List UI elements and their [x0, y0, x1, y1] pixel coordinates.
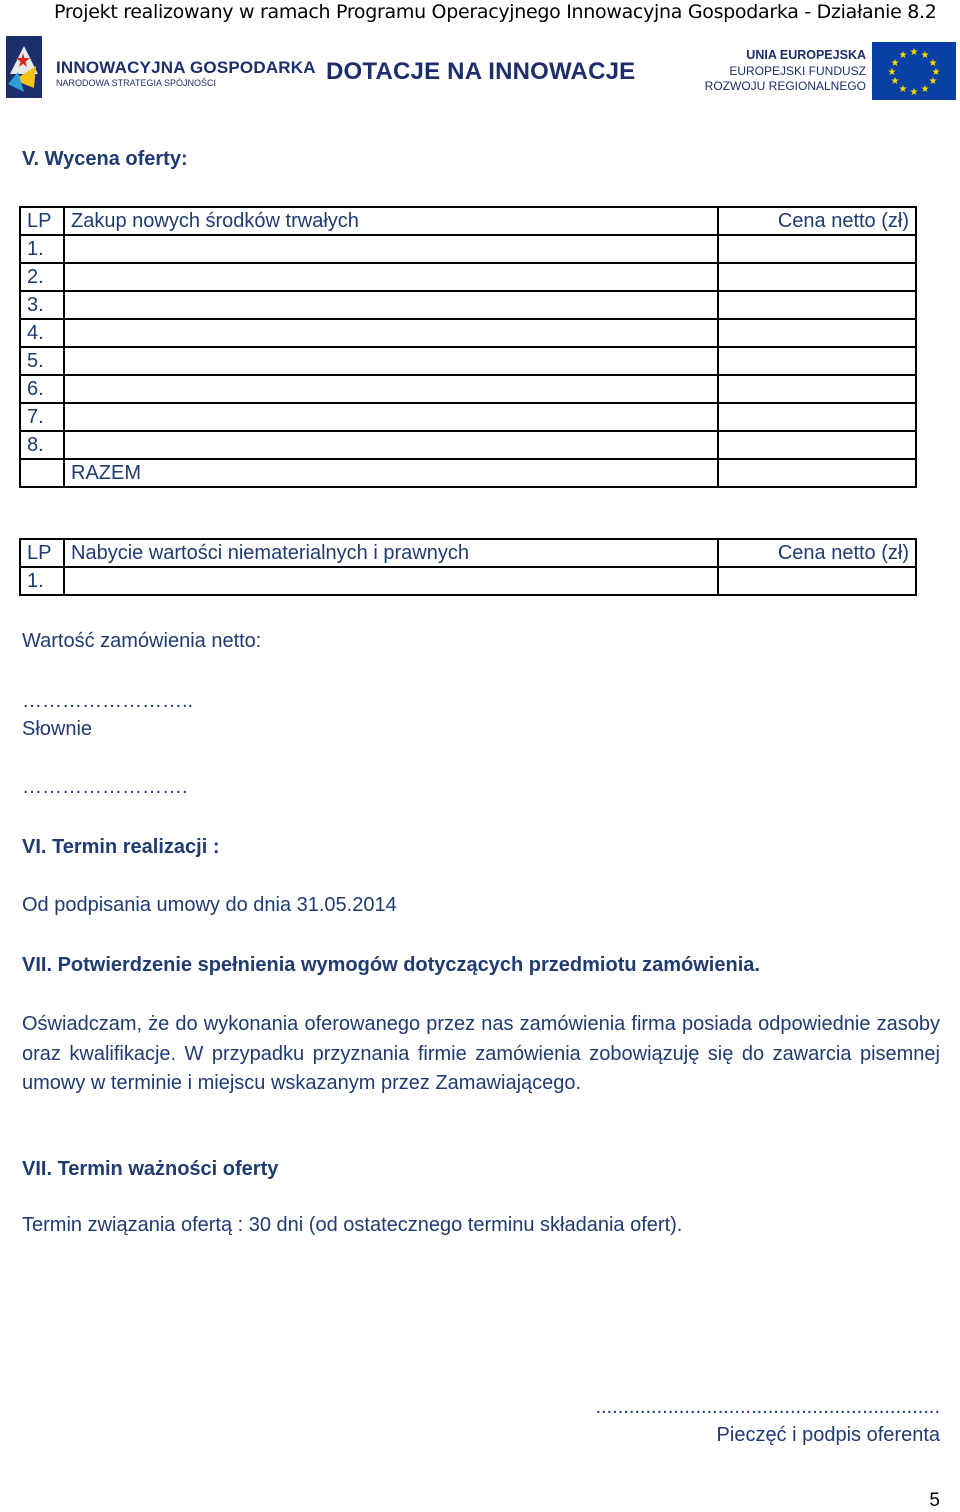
page-header [0, 30, 960, 102]
svg-text:★: ★ [920, 84, 930, 95]
table-row [20, 403, 916, 431]
row-number: 6. [20, 375, 64, 403]
price-cell[interactable] [718, 319, 916, 347]
section-vi-heading: VI. Termin realizacji : [22, 836, 220, 858]
svg-text:★: ★ [898, 84, 908, 95]
svg-text:★: ★ [928, 76, 938, 87]
ig-logo-subtitle: NARODOWA STRATEGIA SPÓJNOŚCI [56, 78, 217, 88]
total-label: RAZEM [64, 459, 718, 487]
table-row [20, 375, 916, 403]
row-number: 2. [20, 263, 64, 291]
validity-text: Termin związania ofertą : 30 dni (od ostatecznego terminu składania ofert). [22, 1214, 683, 1236]
page-number: 5 [929, 1490, 940, 1511]
svg-text:★: ★ [920, 50, 930, 61]
declaration-paragraph: Oświadczam, że do wykonania oferowanego przez nas zamówienia firma posiada odpowiednie zasoby oraz kwalifikacje. W przypadku przyznania firmie zamówienia zobowiązuję się do zawarcia pisemnej umowy w terminie i miejscu wskazanym przez Zamawiającego. [22, 1013, 940, 1094]
name-cell[interactable] [64, 319, 718, 347]
col-lp: LP [20, 539, 64, 567]
table-header-row [20, 207, 916, 235]
table-row [20, 291, 916, 319]
intangible-assets-table [19, 538, 917, 596]
signature-label: Pieczęć i podpis oferenta [716, 1424, 940, 1446]
col-lp: LP [20, 207, 64, 235]
svg-text:★: ★ [890, 58, 900, 69]
section-vii-validity-heading: VII. Termin ważności oferty [22, 1158, 279, 1180]
name-cell[interactable] [64, 431, 718, 459]
ig-logo-title: INNOWACYJNA GOSPODARKA [56, 58, 316, 77]
table-row [20, 263, 916, 291]
table-row [20, 347, 916, 375]
name-cell[interactable] [64, 403, 718, 431]
section-vii-heading: VII. Potwierdzenie spełnienia wymogów dotyczących przedmiotu zamówienia. [22, 954, 760, 976]
project-topline: Projekt realizowany w ramach Programu Operacyjnego Innowacyjna Gospodarka - Działanie 8.2 [54, 1, 937, 23]
price-cell[interactable] [718, 403, 916, 431]
price-cell[interactable] [718, 291, 916, 319]
innowacyjna-gospodarka-logo [6, 36, 316, 96]
price-cell[interactable] [718, 347, 916, 375]
svg-text:★: ★ [890, 76, 900, 87]
price-cell[interactable] [718, 375, 916, 403]
svg-text:★: ★ [909, 47, 919, 58]
words-label: Słownie [22, 718, 93, 740]
row-number: 1. [20, 567, 64, 595]
row-number: 4. [20, 319, 64, 347]
row-number: 8. [20, 431, 64, 459]
fixed-assets-table [19, 206, 917, 488]
ig-star-icon [6, 36, 50, 98]
name-cell[interactable] [64, 263, 718, 291]
program-title: DOTACJE NA INNOWACJE [326, 58, 636, 85]
table-row [20, 431, 916, 459]
total-row [20, 459, 916, 487]
svg-text:★: ★ [898, 50, 908, 61]
table-header-row [20, 539, 916, 567]
eu-logo [704, 42, 958, 100]
eu-logo-line3: ROZWOJU REGIONALNEGO [704, 79, 866, 93]
table-row [20, 319, 916, 347]
words-dots[interactable]: ……………………. [22, 776, 188, 798]
price-cell[interactable] [718, 567, 916, 595]
net-value-label: Wartość zamówienia netto: [22, 630, 262, 652]
col-name: Zakup nowych środków trwałych [64, 207, 718, 235]
svg-text:★: ★ [909, 87, 919, 98]
row-number: 5. [20, 347, 64, 375]
price-cell[interactable] [718, 431, 916, 459]
svg-text:★: ★ [887, 67, 897, 78]
name-cell[interactable] [64, 375, 718, 403]
svg-text:★: ★ [928, 58, 938, 69]
name-cell[interactable] [64, 567, 718, 595]
signature-line[interactable]: .............................................................. [595, 1396, 940, 1418]
name-cell[interactable] [64, 347, 718, 375]
total-price-cell[interactable] [718, 459, 916, 487]
svg-text:★: ★ [931, 67, 941, 78]
net-value-dots[interactable]: …………………….. [22, 690, 194, 712]
col-price: Cena netto (zł) [718, 539, 916, 567]
row-number: 3. [20, 291, 64, 319]
name-cell[interactable] [64, 291, 718, 319]
deadline-text: Od podpisania umowy do dnia 31.05.2014 [22, 894, 397, 916]
table-row [20, 235, 916, 263]
eu-logo-line2: EUROPEJSKI FUNDUSZ [729, 64, 866, 78]
row-number: 7. [20, 403, 64, 431]
row-number: 1. [20, 235, 64, 263]
table-row [20, 567, 916, 595]
price-cell[interactable] [718, 235, 916, 263]
col-name: Nabycie wartości niematerialnych i prawnych [64, 539, 718, 567]
col-price: Cena netto (zł) [718, 207, 916, 235]
name-cell[interactable] [64, 235, 718, 263]
eu-flag-icon [872, 42, 956, 100]
eu-logo-line1: UNIA EUROPEJSKA [746, 48, 866, 62]
price-cell[interactable] [718, 263, 916, 291]
section-v-heading: V. Wycena oferty: [22, 148, 188, 170]
